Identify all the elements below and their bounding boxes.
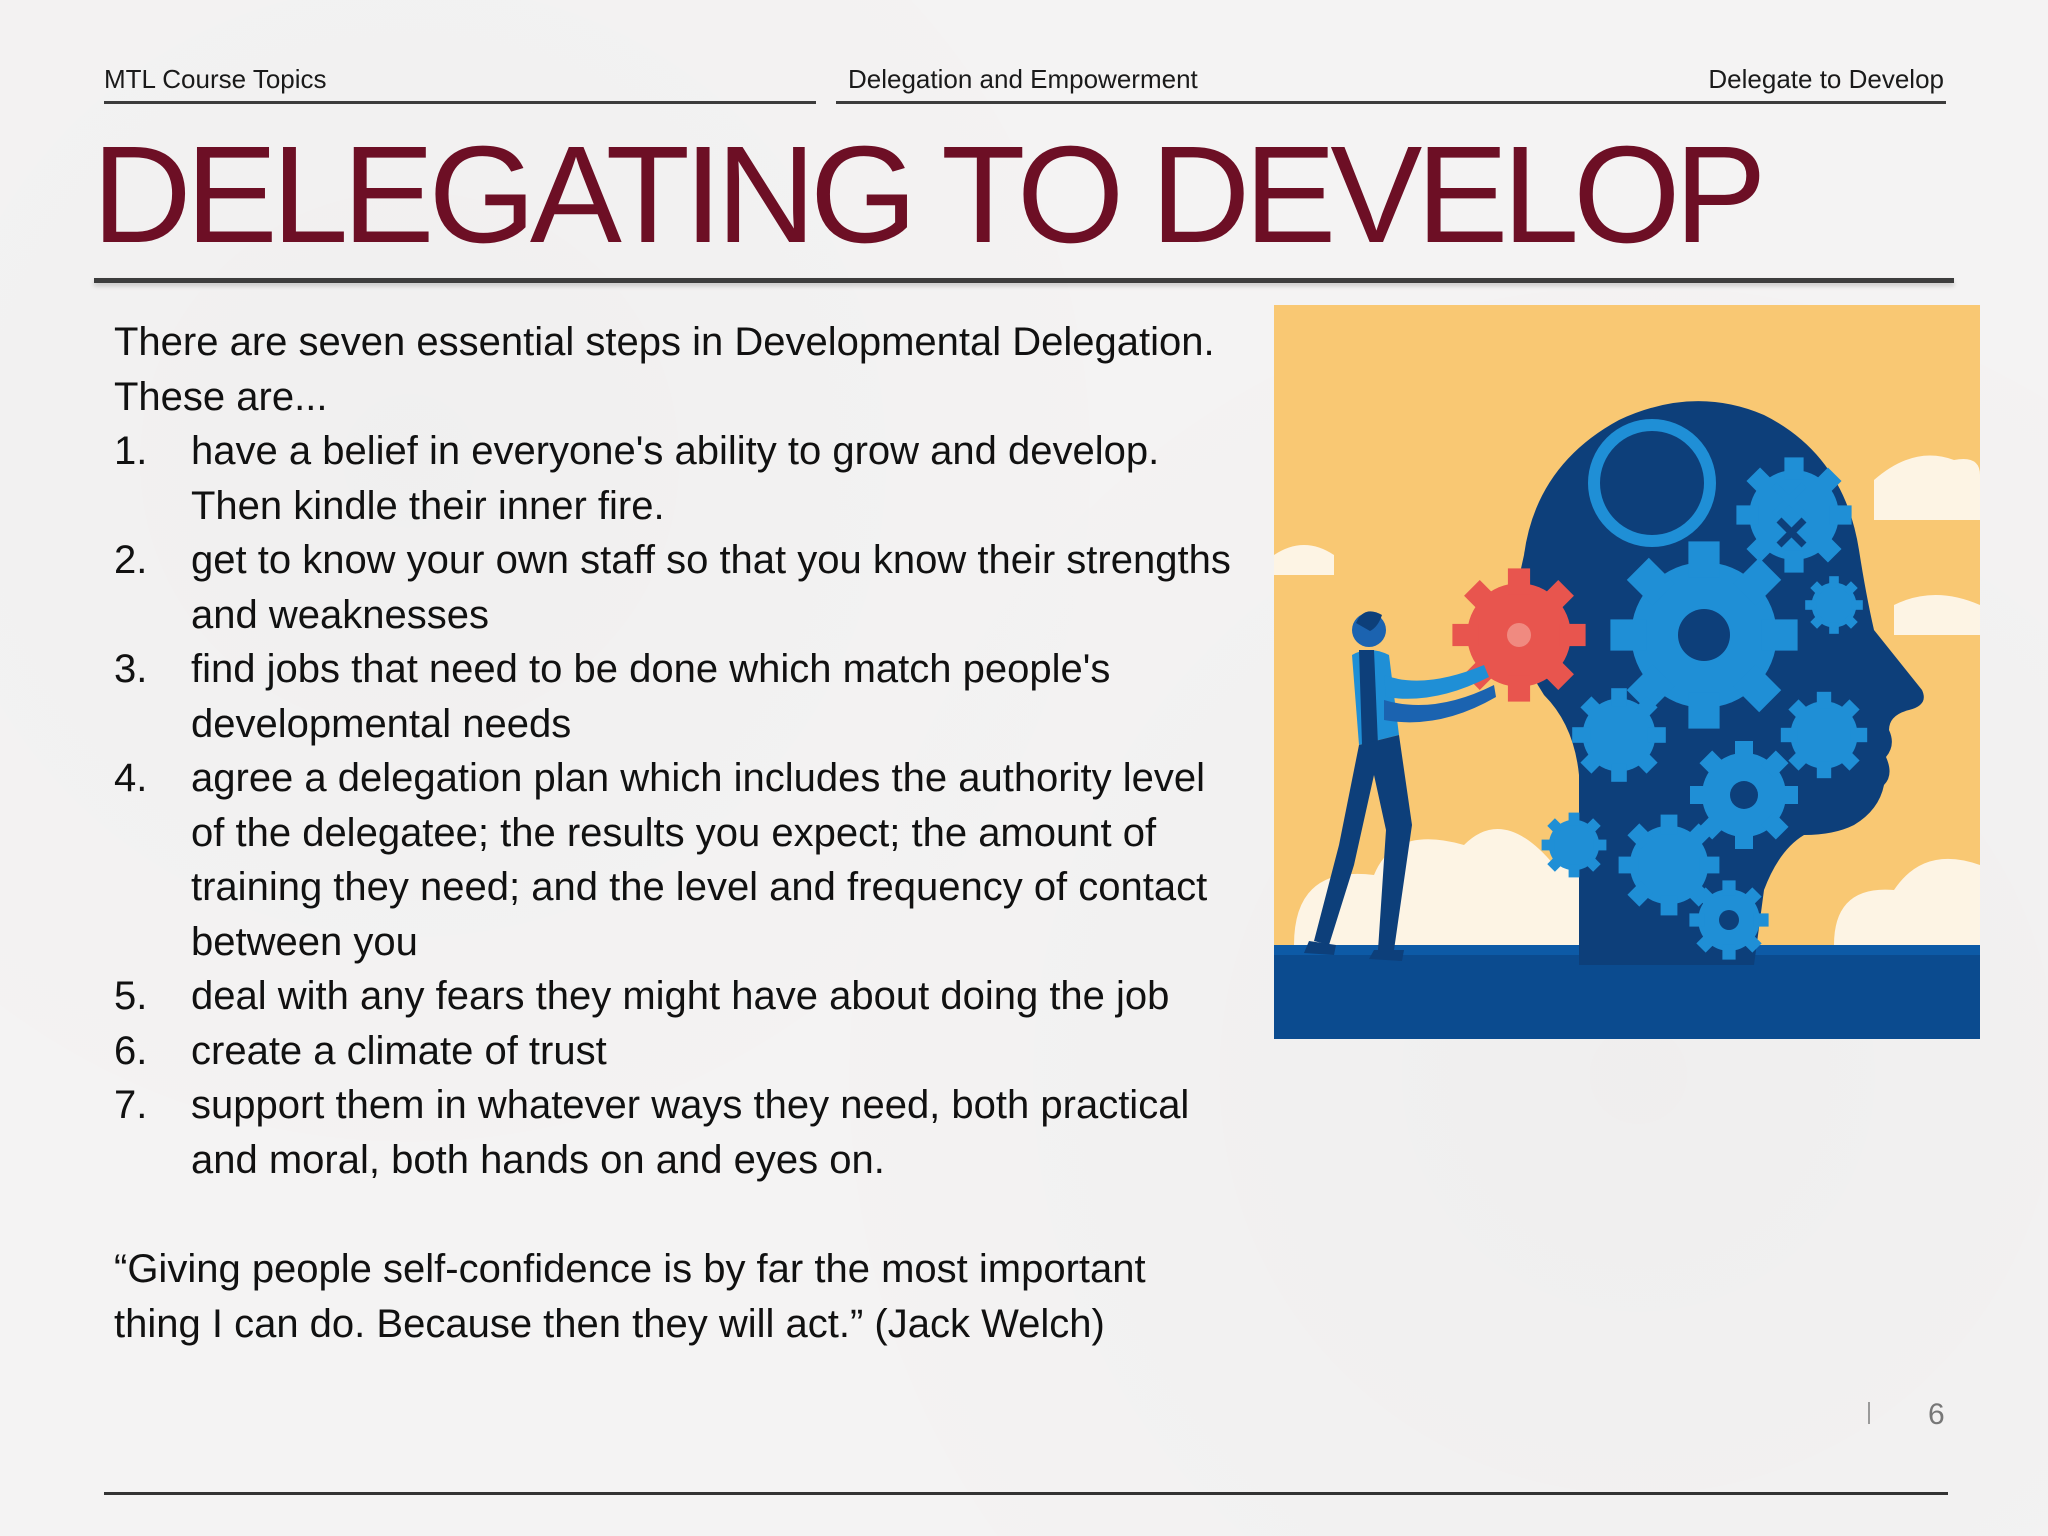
step-text: get to know your own staff so that you know their strengths and weaknesses [191,538,1231,637]
intro-text: There are seven essential steps in Developmental Delegation. These are... [114,320,1215,419]
jack-welch-quote: “Giving people self-confidence is by far the most important thing I can do. Because then they will act.” (Jack Welch) [114,1247,1146,1346]
list-item [114,751,1234,969]
footer-divider [104,1492,1948,1495]
header-course-topics: MTL Course Topics [104,64,327,94]
list-item [114,1078,1234,1187]
step-number: 4. [114,756,148,800]
title-divider [94,278,1954,283]
header-divider-left [104,101,816,104]
step-number: 6. [114,1028,148,1073]
head-gears-illustration [1274,305,1980,1039]
step-text: create a climate of trust [191,1028,607,1073]
step-number: 3. [114,647,148,691]
page-number: 6 [1928,1398,1945,1431]
page-number-divider [1868,1402,1870,1424]
list-item [114,1024,1234,1079]
step-text: support them in whatever ways they need, both practical and moral, both hands on and eyes on. [191,1083,1190,1182]
header-divider-right [836,101,1946,104]
step-text: find jobs that need to be done which match people's developmental needs [191,647,1111,746]
step-text: deal with any fears they might have about doing the job [191,974,1170,1018]
header-topic: Delegate to Develop [1708,64,1944,94]
list-item [114,969,1234,1024]
slide-body [114,315,1234,1351]
step-text: agree a delegation plan which includes the authority level of the delegatee; the results you expect; the amount of training they need; and the level and frequency of contact between you [191,756,1208,964]
list-item [114,642,1234,751]
list-item [114,533,1234,642]
step-number: 2. [114,538,148,582]
step-number: 5. [114,974,148,1018]
steps-list [114,424,1234,1187]
step-text: have a belief in everyone's ability to grow and develop. Then kindle their inner fire. [191,429,1160,528]
list-item [114,424,1234,533]
slide-title: DELEGATING TO DEVELOP [92,118,1761,272]
step-number: 7. [114,1083,148,1127]
step-number: 1. [114,429,148,473]
header-section: Delegation and Empowerment [848,64,1198,94]
